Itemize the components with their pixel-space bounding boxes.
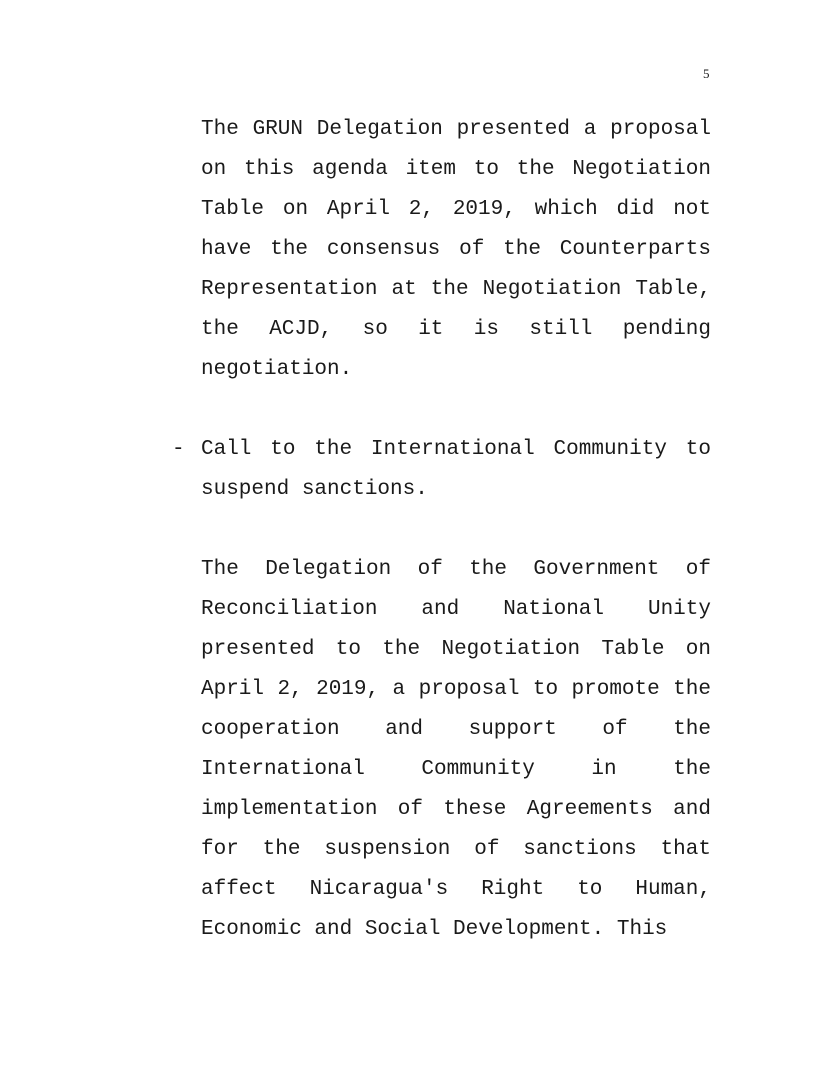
paragraph-grun-proposal: The GRUN Delegation presented a proposal on this agenda item to the Negotiation Table on April 2, 2019, which did not have the consensus of the Counterparts Representation at the Negotiation Table, the ACJD, so it is still pending negotiation. — [201, 118, 711, 381]
bullet-text: Call to the International Community to suspend sanctions. — [201, 438, 711, 501]
paragraph-spacer — [201, 510, 711, 550]
document-body — [172, 110, 711, 950]
bullet-item-call-to-community — [172, 430, 711, 510]
bullet-dash: - — [172, 438, 185, 461]
page-number: 5 — [703, 66, 710, 81]
paragraph-spacer — [201, 390, 711, 430]
paragraph-delegation-proposal: The Delegation of the Government of Reconciliation and National Unity presented to the Negotiation Table on April 2, 2019, a proposal to promote the cooperation and support of the International Community in the implementation of these Agreements and for the suspension of sanctions that affect Nicaragua's Right to Human, Economic and Social Development. This — [201, 558, 711, 941]
